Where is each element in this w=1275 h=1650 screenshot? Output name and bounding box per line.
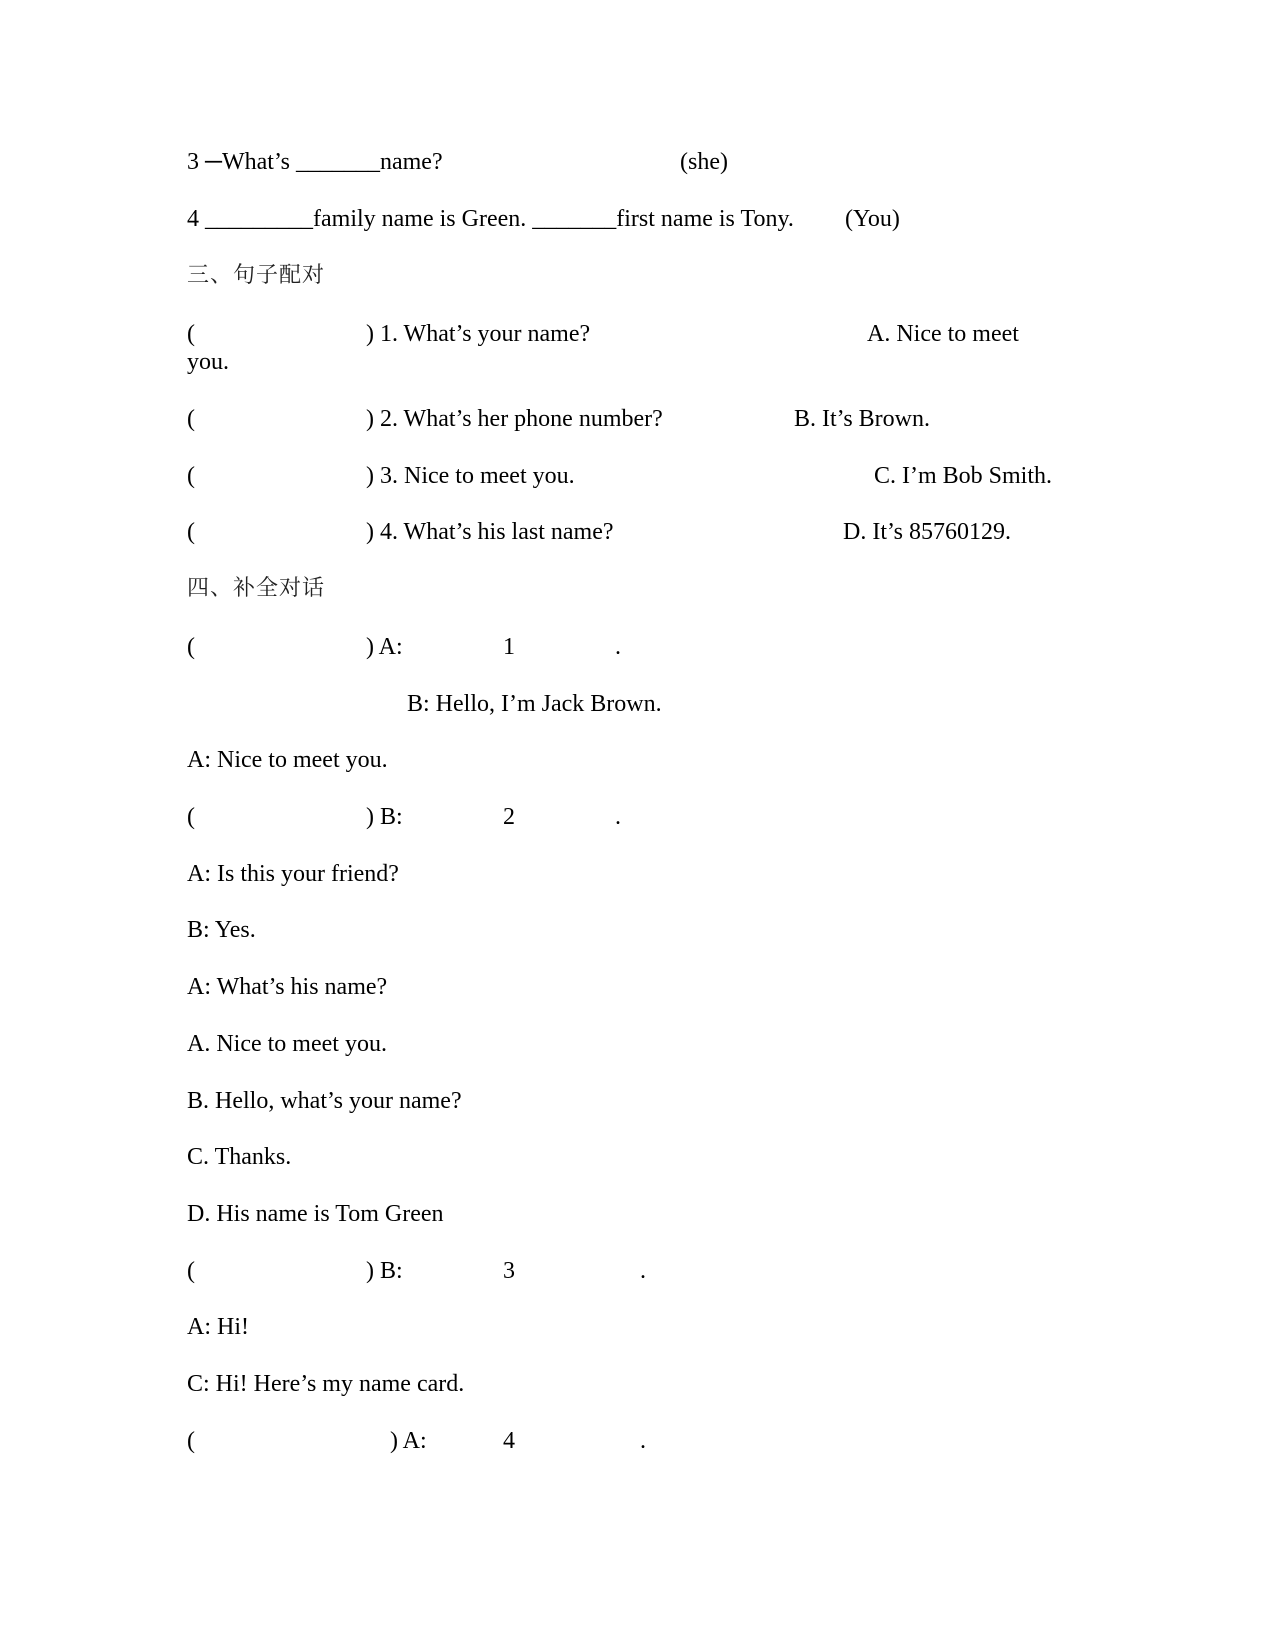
blank-1-paren: (	[187, 634, 195, 660]
dialogue-a-his-name: A: What’s his name?	[187, 974, 388, 1000]
question-4-hint: (You)	[845, 206, 900, 232]
dialogue-b-hello: B: Hello, I’m Jack Brown.	[407, 691, 662, 717]
question-3-hint: (she)	[680, 149, 728, 175]
section-3-heading: 三、句子配对	[187, 263, 326, 288]
match-3-question: ) 3. Nice to meet you.	[366, 463, 575, 489]
match-4-paren: (	[187, 519, 195, 545]
match-4-question: ) 4. What’s his last name?	[366, 519, 614, 545]
option-c: C. Thanks.	[187, 1144, 292, 1170]
option-d: D. His name is Tom Green	[187, 1201, 444, 1227]
blank-3-paren: (	[187, 1258, 195, 1284]
dialogue-a-friend: A: Is this your friend?	[187, 861, 399, 887]
question-3-text: 3 ─What’s _______name?	[187, 149, 443, 175]
dialogue-c-name-card: C: Hi! Here’s my name card.	[187, 1371, 465, 1397]
option-a: A. Nice to meet you.	[187, 1031, 387, 1057]
blank-3-number: 3	[503, 1258, 515, 1284]
blank-2-speaker: ) B:	[366, 804, 403, 830]
blank-2-number: 2	[503, 804, 515, 830]
match-1-paren: (	[187, 321, 195, 347]
blank-4-number: 4	[503, 1428, 515, 1454]
blank-1-number: 1	[503, 634, 515, 660]
blank-2-paren: (	[187, 804, 195, 830]
match-3-answer: C. I’m Bob Smith.	[874, 463, 1053, 489]
option-b: B. Hello, what’s your name?	[187, 1088, 462, 1114]
match-4-answer: D. It’s 85760129.	[843, 519, 1011, 545]
blank-2-dot: .	[615, 804, 621, 830]
blank-3-dot: .	[640, 1258, 646, 1284]
blank-1-dot: .	[615, 634, 621, 660]
match-3-paren: (	[187, 463, 195, 489]
match-1-question: ) 1. What’s your name?	[366, 321, 591, 347]
match-2-answer: B. It’s Brown.	[794, 406, 931, 432]
section-4-heading: 四、补全对话	[187, 576, 326, 601]
dialogue-a-nice: A: Nice to meet you.	[187, 747, 388, 773]
blank-4-dot: .	[640, 1428, 646, 1454]
dialogue-b-yes: B: Yes.	[187, 917, 256, 943]
question-4-text: 4 _________family name is Green. _______first name is Tony.	[187, 206, 794, 232]
blank-4-paren: (	[187, 1428, 195, 1454]
blank-3-speaker: ) B:	[366, 1258, 403, 1284]
match-2-question: ) 2. What’s her phone number?	[366, 406, 663, 432]
match-1-answer: A. Nice to meet	[867, 321, 1019, 347]
match-2-paren: (	[187, 406, 195, 432]
blank-4-speaker: ) A:	[390, 1428, 427, 1454]
match-1-answer-wrap: you.	[187, 349, 229, 375]
dialogue-a-hi: A: Hi!	[187, 1314, 249, 1340]
blank-1-speaker: ) A:	[366, 634, 403, 660]
